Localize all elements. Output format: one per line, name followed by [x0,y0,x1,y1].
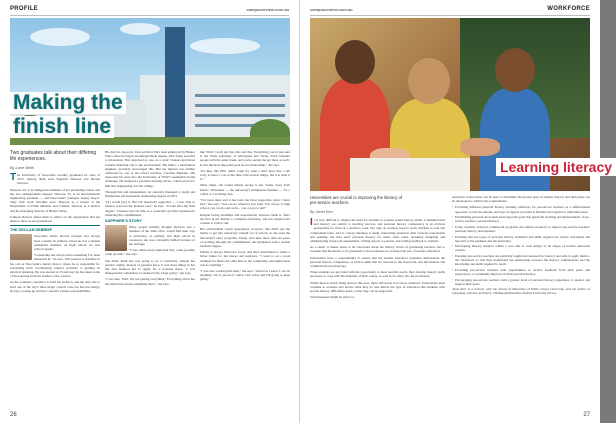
paragraph: t is very difficult to dispute the need for teachers to possess sound literacy skills. Communication and literacy are central to teaching success, and personal literacy competency is an obvious prerequisite for most of a teacher's work. Not only do teachers need to teach children to read and comprehend texts, and to convey meaning to them, interesting sentences with accurate punctuation and spelling, but they need personal literacy for many other tasks, including designing and administering classroom assessments, writing reports to parents, and writing feedback to students. [310,218,445,244]
paragraph: Many people initially thought Dawson was a member of the Tuilo tribe, would find their way to university, as primary and high school in Cessnock, she was constantly bullied because of her heritage. [129,225,195,247]
paragraph: Such measures might be given to: [310,295,355,300]
paragraph: "I was also working full-time," she says. "And now I know I can do anything. I'm so proud of where I am today and I'm going to keep going." [200,269,290,282]
title-line-1: Making the [10,92,126,114]
paragraph: Family is always Dawson's focus, and she's determined to make a better future for her nieces and nephews. "I want to set a good example for them and other kids in the community. Aboriginal kids can do anything." [200,250,290,267]
paragraph: Dawson, 26, is an Indigenous member of her graduating cohort and has two undergraduate degrees. Dawson, 25, is an environmental engineering graduate — and Newcastle's youngest deputy mayor. They both work full-time now: Dawson as a lawyer at the Department of Prime Minister and Cabinet; Dawson as a mentor and the managing director of Hunter Water. [10,187,100,213]
byline: By Lane Wells [10,166,35,170]
paragraph: As a result, it makes sense to be concerned about the literacy levels of graduating teachers and to consider that the means to be graduated to the profession as an important part of teacher education. [310,245,445,254]
drop-cap: I [310,217,313,228]
standfirst: Two graduates talk about their differing life experiences. [10,150,97,162]
paragraph: She didn't think she was going to go to university, despite her parents' urging. Instead of parental force, it was these things in her life that inspired her to apply for a position there. "I was disappointed; sometimes I wondered why I kept going," she says. [105,258,195,276]
section-label: WORKFORCE [547,6,590,12]
paragraph: As the youngest councillor to hold his position, and the only one to hold one of the city's three major council roles, he has the energy, he says, to keep up with the council's various responsibilities. [10,280,100,293]
list-item: • Providing different personal literacy learning pathways for pre-service teachers as a differentiated approach, so that the amount and type of support provided is flexible and targeted to individual need. [452,205,590,213]
sapphire-portrait [105,225,127,251]
drop-cap: T [10,172,17,183]
paragraph: "I've been there and it has been the most supportive place I have had," she says. "You can do whatever you want. You can go to high school, you can go and work... you can go to uni!" [200,198,290,211]
paragraph: he University of Newcastle recently graduated its class of 2015. Among them were Sapphire Dawson and Declan Dawson. [17,173,100,186]
paragraph: Other times, she would simply escape to her "home away from home", Wollotuka — the university's Indigenous institute — for a coffee or a soothing chat. [200,183,290,196]
right-page [300,0,613,423]
left-page-header [10,4,289,14]
left-page [0,0,300,423]
article-title [10,92,126,140]
paragraph: "I was like, 'Well, I'm not getting everything.' Everything about her life must have meant something more," she says. [105,277,195,286]
list-item: • Ensuring pre-service teachers are explicitly taught and assessed for literacy and able to apply them to the classroom, so that they understand the relationship between the literacy competencies and the knowledge and skills required to teach. [452,254,590,267]
site-url: campusreview.com.au [246,6,289,12]
left-column-2 [105,150,195,413]
section-label: PROFILE [10,6,39,12]
right-column-2 [452,195,590,413]
paragraph: like 'Well, I don't get this, this and this. Everything you've just said is the Youle paintings of Aboriginal and Torres Strait Islander people with the same brush, and you're seeing me get there as well.' It was the most important goal in our relationship," she says. [200,150,290,167]
page-number: 26 [10,412,17,418]
paragraph: "[It] would [be] it. But I'm massively upgraded — I was able to balance it and do my honours year," he says. "It went after my final degree." Clausen says his time as a councillor got him organised in balancing his commitments. [105,200,195,217]
list-item: • Providing pre-service teachers with opportunities to receive feedback from their peers and supervisors, to continually improve on their personal literacy. [452,268,590,276]
byline: By Janet Kerr [310,210,334,214]
paragraph: Whilst there is much being done in this area, there still needs to be more achieved. Universities must continue to evaluate and review what they do and deliver the type of education that students with proven literacy difficulties need, so that they can be supported. [310,280,445,294]
paragraph: "I was called every name that they could possibly come up with," she says. [105,248,195,257]
box-heading: THE DECLAN DEBRIEF [10,228,53,233]
page-number: 27 [583,412,590,418]
right-page-header [310,4,590,14]
site-url: campusreview.com.au [310,6,353,12]
paragraph: When students are provided with the opportunity to meet specific needs, they develop literacy skills necessary to cope with the demands of their course, as well as for entry into the profession. [310,270,445,279]
recommendation-list [452,205,590,286]
right-column-1 [310,218,445,413]
declan-portrait [10,234,32,260]
author-bio: Janet Kerr is a lecturer with the School of Education at Edith Cowan University, and the author of Language, Literacy and Early Childhood Education (Oxford University Press). [452,287,590,296]
list-item: • Using carefully selected commercial programs and online resources to support pre-service teachers' personal literacy development. [452,225,590,233]
paragraph: His dad job, however, lives political. He's been employed by Hunter Water since he began an undergraduate degree, after being awarded a scholarship. This surprised no one, as a static Clausen gravitated towards tinkering and to the environment. His father, a mechanical engineer, probably encouraged this. But the interest was further cultivated by one of his school teachers, Caroline Hopkins. She supported his entry into the University of NSW's sustainable living challenge. He designed a parabolic heating device, which proved to him that engineering was his calling. [105,150,195,188]
paragraph: "It's like, 'My HSC didn't count for what I don't have that. I am sorry to know I was at the time I felt several things, but it is what it is.'" [200,168,290,182]
list-item: • Encouraging pre-service teachers with a greater level of personal literacy experience to mentor and support their peers. [452,278,590,286]
list-item: • Developing literacy subjects within a core unit of each subject at all stages of teacher education courses. [452,244,590,252]
left-column-3 [200,150,290,413]
list-item: • Ensuring that the types of personal literacy standards and skills targeted are clearly articulated and reported to the graduate and the university. [452,235,590,243]
paragraph: Through this and management, he currently managed to study and finished his environmental engineering degree in 2015. [105,189,195,199]
paragraph: Newcastle native Declan Clausen had always been a leader. In primary school he was a student parliament member. At high school, he was school captain. [34,234,100,252]
header-rule [310,15,590,16]
standfirst: Universities are crucial to improving the literacy of pre-service teachers. [310,195,403,206]
article-title: Learning literacy [496,158,616,176]
header-rule [10,15,289,16]
box-heading: SAPPHIRE'S STORY [105,219,142,224]
paragraph: Despite facing hardships and expectations, Dawson made it. She's the first in the family to complete university, and has inspired her cousins to follow suit. [200,212,290,226]
list-item: • Establishing personal short-term and long-term goals that guide the teaching and measurement of pre-service teachers' personal literacy. [452,215,590,223]
left-column-1 [10,173,100,413]
paragraph: Campus Review asked them to reflect on the experiences that led them to their recent graduations. [10,214,100,224]
title-line-2: finish line [10,116,114,138]
paragraph: "Leadership has always been something I've been interested in," he says. This passion is manifest in his role as Newcastle's deputy mayor, where he is responsible for everything from coordinating cultural activities to guiding its physical planning. He was elected at 23 and says he has taken some of the learning from his studies to the council. [10,253,100,279]
paragraph: Her achievement wasn't guaranteed, however. She didn't get the marks to get into university straight out of school, so she used the university's entry programs, Yapug. And after more than ten years of working through her commitments, she graduated with a double bachelor degree. [200,227,290,249]
paragraph: Universities have a responsibility to ensure that the teacher education graduates demonstrate the personal literacy competency, as well as skills that are relevant to the classroom, and information and communication technology. [310,255,445,269]
paragraph: education course these can be used to determine the precise gaps in student literacy and then plans can be developed to address the requirements. [452,195,590,204]
